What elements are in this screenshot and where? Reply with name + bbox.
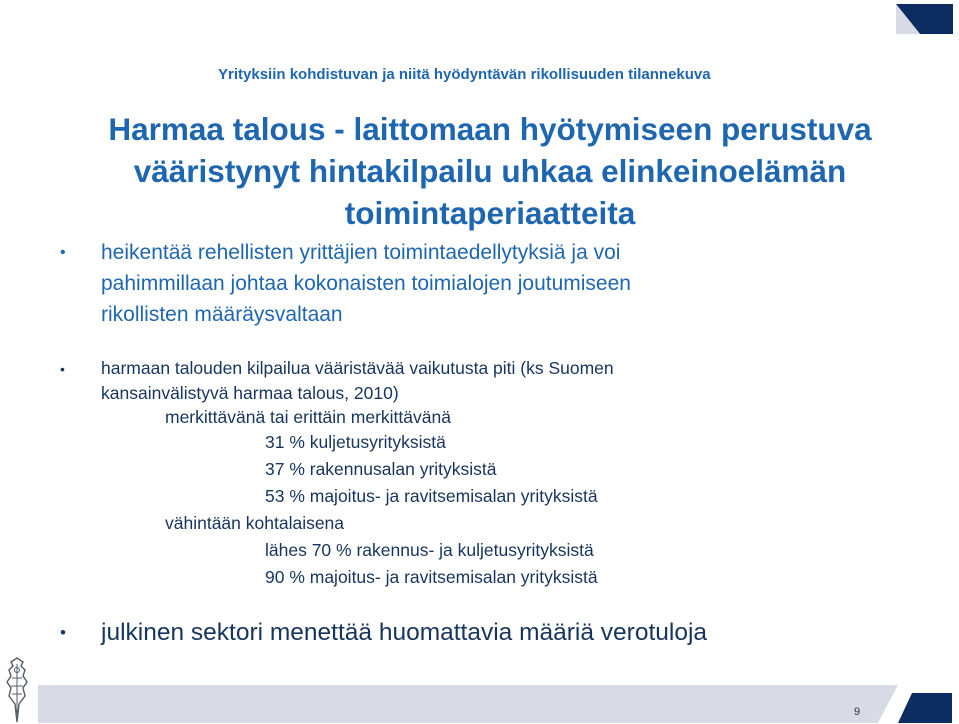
- page-number: 9: [854, 706, 861, 718]
- bullet-second: [101, 356, 614, 406]
- police-emblem-icon: [3, 656, 31, 724]
- list-item: 90 % majoitus- ja ravitsemisalan yrityksistä: [265, 567, 598, 587]
- group-label: vähintään kohtalaisena: [165, 513, 345, 533]
- list-item: 53 % majoitus- ja ravitsemisalan yrityksistä: [265, 486, 598, 506]
- slide-title: [40, 108, 940, 234]
- bullet-dot: •: [60, 623, 66, 642]
- bullet-first-line: pahimmillaan johtaa kokonaisten toimialojen joutumiseen: [101, 272, 631, 295]
- bullet-first-line: rikollisten määräysvaltaan: [101, 303, 343, 326]
- footer-bar: [38, 685, 952, 723]
- list-item: lähes 70 % rakennus- ja kuljetusyrityksistä: [265, 540, 594, 560]
- bullet-second-line: harmaan talouden kilpailua vääristävää vaikutusta piti (ks Suomen: [101, 358, 614, 378]
- bullet-third: julkinen sektori menettää huomattavia määriä verotuloja: [101, 619, 708, 646]
- title-line: toimintaperiaatteita: [344, 195, 636, 231]
- bullet-first: [101, 237, 631, 330]
- bullet-dot: •: [60, 361, 65, 377]
- title-line: Harmaa talous - laittomaan hyötymiseen perustuva: [108, 111, 872, 147]
- list-item: 31 % kuljetusyrityksistä: [265, 432, 446, 452]
- bullet-first-line: heikentää rehellisten yrittäjien toimintaedellytyksiä ja voi: [101, 241, 621, 264]
- list-item: 37 % rakennusalan yrityksistä: [265, 459, 497, 479]
- bullet-second-line: kansainvälistyvä harmaa talous, 2010): [101, 383, 399, 403]
- corner-logo: [896, 4, 953, 34]
- bullet-dot: •: [60, 244, 66, 261]
- slide-subtitle: Yrityksiin kohdistuvan ja niitä hyödyntävän rikollisuuden tilannekuva: [218, 66, 711, 83]
- title-line: vääristynyt hintakilpailu uhkaa elinkeinoelämän: [133, 153, 847, 189]
- group-label: merkittävänä tai erittäin merkittävänä: [165, 407, 451, 427]
